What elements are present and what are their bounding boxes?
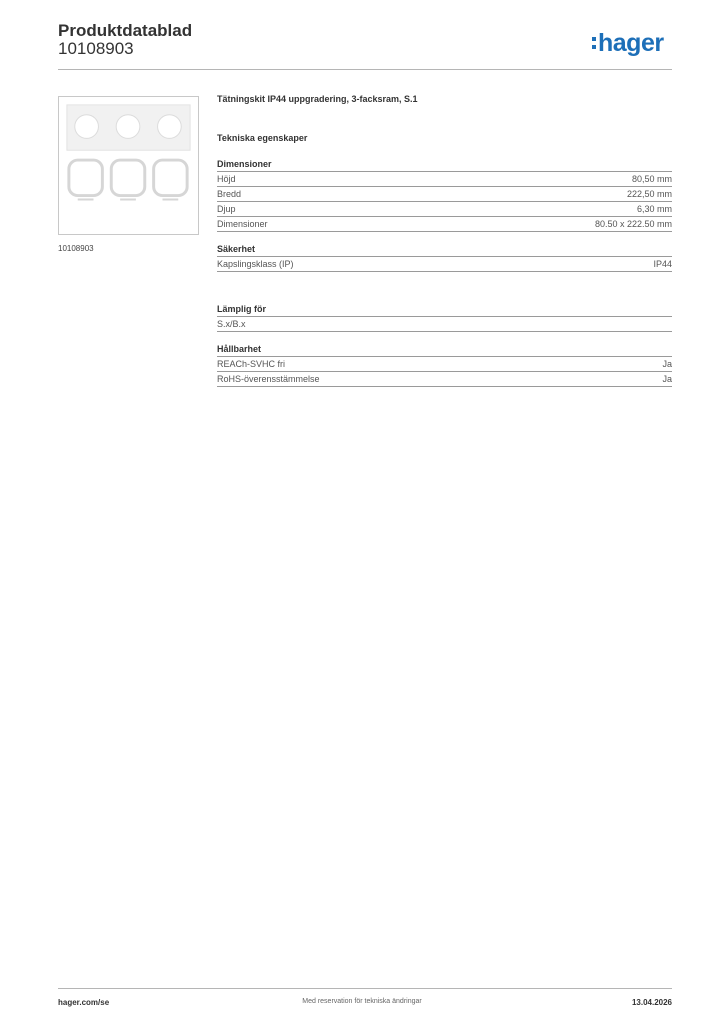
logo-mark-icon [592,37,596,49]
spec-group-sustainability [217,342,672,387]
spec-label: S.x/B.x [217,319,246,329]
document-title: Produktdatablad [58,21,193,40]
group-heading: Dimensioner [217,157,672,172]
spec-label: Kapslingsklass (IP) [217,259,294,269]
spec-row [217,172,672,187]
footer-website-link[interactable]: hager.com/se [58,998,110,1007]
footer-date: 13.04.2026 [631,998,672,1007]
spec-row [217,187,672,202]
spec-label: Höjd [217,174,236,184]
spec-value: 80.50 x 222.50 mm [594,219,672,229]
spec-content [217,92,672,387]
spec-label: RoHS-överensstämmelse [217,374,320,384]
section-heading: Tekniska egenskaper [217,133,308,143]
spec-label: Bredd [217,189,242,199]
spec-row [217,372,672,387]
group-heading: Hållbarhet [217,342,672,357]
spec-value: 222,50 mm [626,189,672,199]
spec-value: 6,30 mm [636,204,672,214]
product-title: Tätningskit IP44 uppgradering, 3-facksram, S.1 [217,94,418,104]
footer-disclaimer: Med reservation för tekniska ändringar [302,998,422,1005]
spec-value: Ja [662,359,672,369]
spec-value: IP44 [653,259,672,269]
spec-row [217,202,672,217]
spec-row [217,257,672,272]
product-number: 10108903 [58,39,134,58]
group-heading: Lämplig för [217,302,672,317]
spec-group-dimensions [217,157,672,232]
image-caption: 10108903 [58,244,94,253]
hager-logo [592,29,664,57]
spec-value: 80,50 mm [631,174,672,184]
header-divider [58,69,672,70]
spec-group-suitable-for [217,302,672,332]
logo-text: hager [598,28,664,57]
spec-label: Djup [217,204,236,214]
spec-row [217,317,672,332]
spec-label: REACh-SVHC fri [217,359,286,369]
footer-divider [58,988,672,989]
spec-group-safety [217,242,672,272]
product-image [58,96,199,235]
spec-label: Dimensioner [217,219,268,229]
spec-row [217,217,672,232]
group-heading: Säkerhet [217,242,672,257]
spec-value: Ja [662,374,672,384]
spec-row [217,357,672,372]
spacer [217,272,672,292]
